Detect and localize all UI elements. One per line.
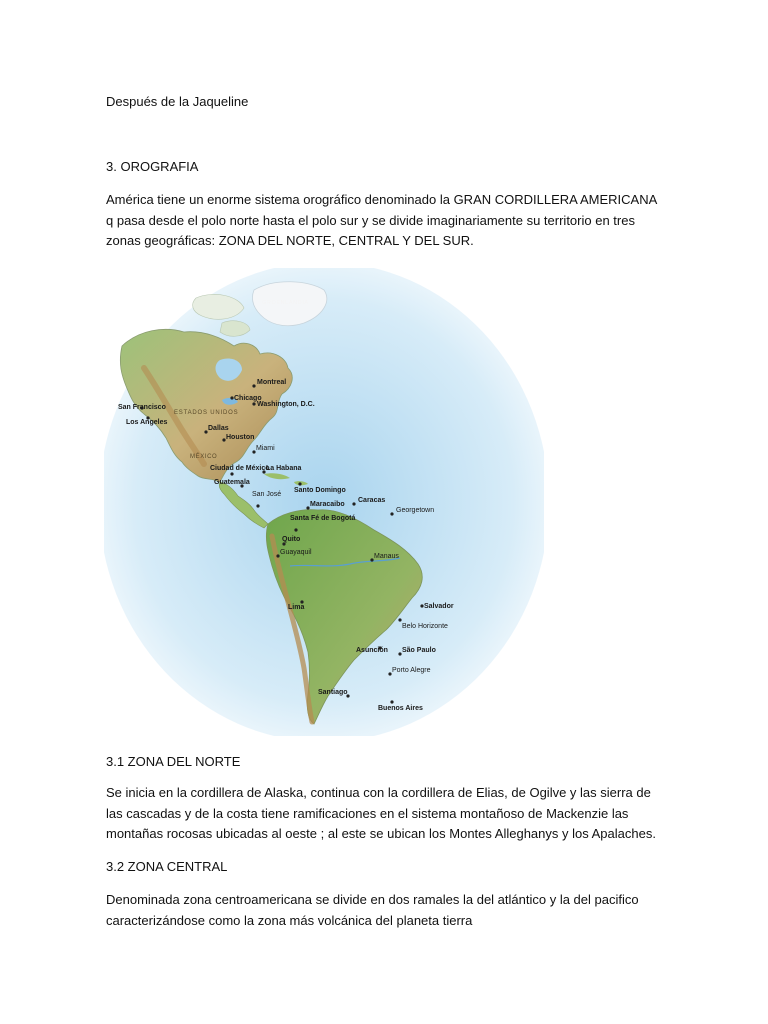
map-label-mexico: MÉXICO: [190, 454, 218, 460]
map-label-los-angeles: Los Angeles: [126, 419, 168, 426]
map-label-belo-horizonte: Belo Horizonte: [402, 623, 448, 630]
map-label-washington: Washington, D.C.: [257, 401, 315, 408]
section-3-1-heading: 3.1 ZONA DEL NORTE: [106, 754, 241, 769]
map-label-santiago: Santiago: [318, 689, 348, 696]
map-label-groenlandia: GROENLANDIA: [262, 300, 309, 306]
map-label-manaus: Manaus: [374, 553, 399, 560]
map-label-guayaquil: Guayaquil: [280, 549, 312, 556]
map-label-la-habana: La Habana: [266, 465, 302, 472]
map-label-chicago: Chicago: [234, 395, 262, 402]
map-label-sao-paulo: São Paulo: [402, 647, 436, 654]
map-label-maracaibo: Maracaibo: [310, 501, 345, 508]
map-label-estados-unidos: ESTADOS UNIDOS: [174, 410, 239, 416]
map-label-buenos-aires: Buenos Aires: [378, 705, 423, 712]
map-label-georgetown: Georgetown: [396, 507, 435, 514]
map-label-guatemala: Guatemala: [214, 479, 250, 486]
map-label-montreal: Montreal: [257, 379, 287, 386]
section-3-2-body: Denominada zona centroamericana se divide en dos ramales la del atlántico y la del pacifico caracterizándose como la zona más volcánica del planeta tierra: [106, 892, 639, 928]
map-label-miami: Miami: [256, 445, 275, 452]
map-label-salvador: Salvador: [424, 603, 454, 610]
intro-line: Después de la Jaqueline: [106, 94, 249, 109]
map-label-caracas: Caracas: [358, 497, 386, 504]
map-label-santo-domingo: Santo Domingo: [294, 487, 346, 494]
map-label-san-jose: San José: [252, 491, 282, 498]
map-label-lima: Lima: [288, 604, 305, 611]
section-3-heading: 3. OROGRAFIA: [106, 159, 199, 174]
map-label-quito: Quito: [282, 536, 301, 543]
section-3-1-body: Se inicia en la cordillera de Alaska, continua con la cordillera de Elias, de Ogilve y las sierra de las cascadas y de la costa tiene ramificaciones en el sistema montañoso de Mackenzie las montañas rocosas ubicadas al oeste ; al este se ubican los Montes Alleghanys y los Apalaches.: [106, 785, 656, 841]
section-3-body: América tiene un enorme sistema orográfico denominado la GRAN CORDILLERA AMERICANA q pasa desde el polo norte hasta el polo sur y se divide imaginariamente su territorio en tres zonas geográficas: ZONA DEL NORTE, CENTRAL Y DEL SUR.: [106, 192, 657, 248]
section-3-2-heading: 3.2 ZONA CENTRAL: [106, 859, 228, 874]
map-label-porto-alegre: Porto Alegre: [392, 667, 431, 674]
map-label-houston: Houston: [226, 434, 255, 441]
america-map: [104, 268, 544, 736]
map-label-asuncion: Asunción: [356, 647, 388, 654]
map-label-ciudad-mexico: Ciudad de México: [210, 465, 270, 472]
map-label-san-francisco: San Francisco: [118, 404, 166, 411]
map-label-santa-fe: Santa Fé de Bogotá: [290, 515, 356, 522]
map-label-dallas: Dallas: [208, 425, 229, 432]
